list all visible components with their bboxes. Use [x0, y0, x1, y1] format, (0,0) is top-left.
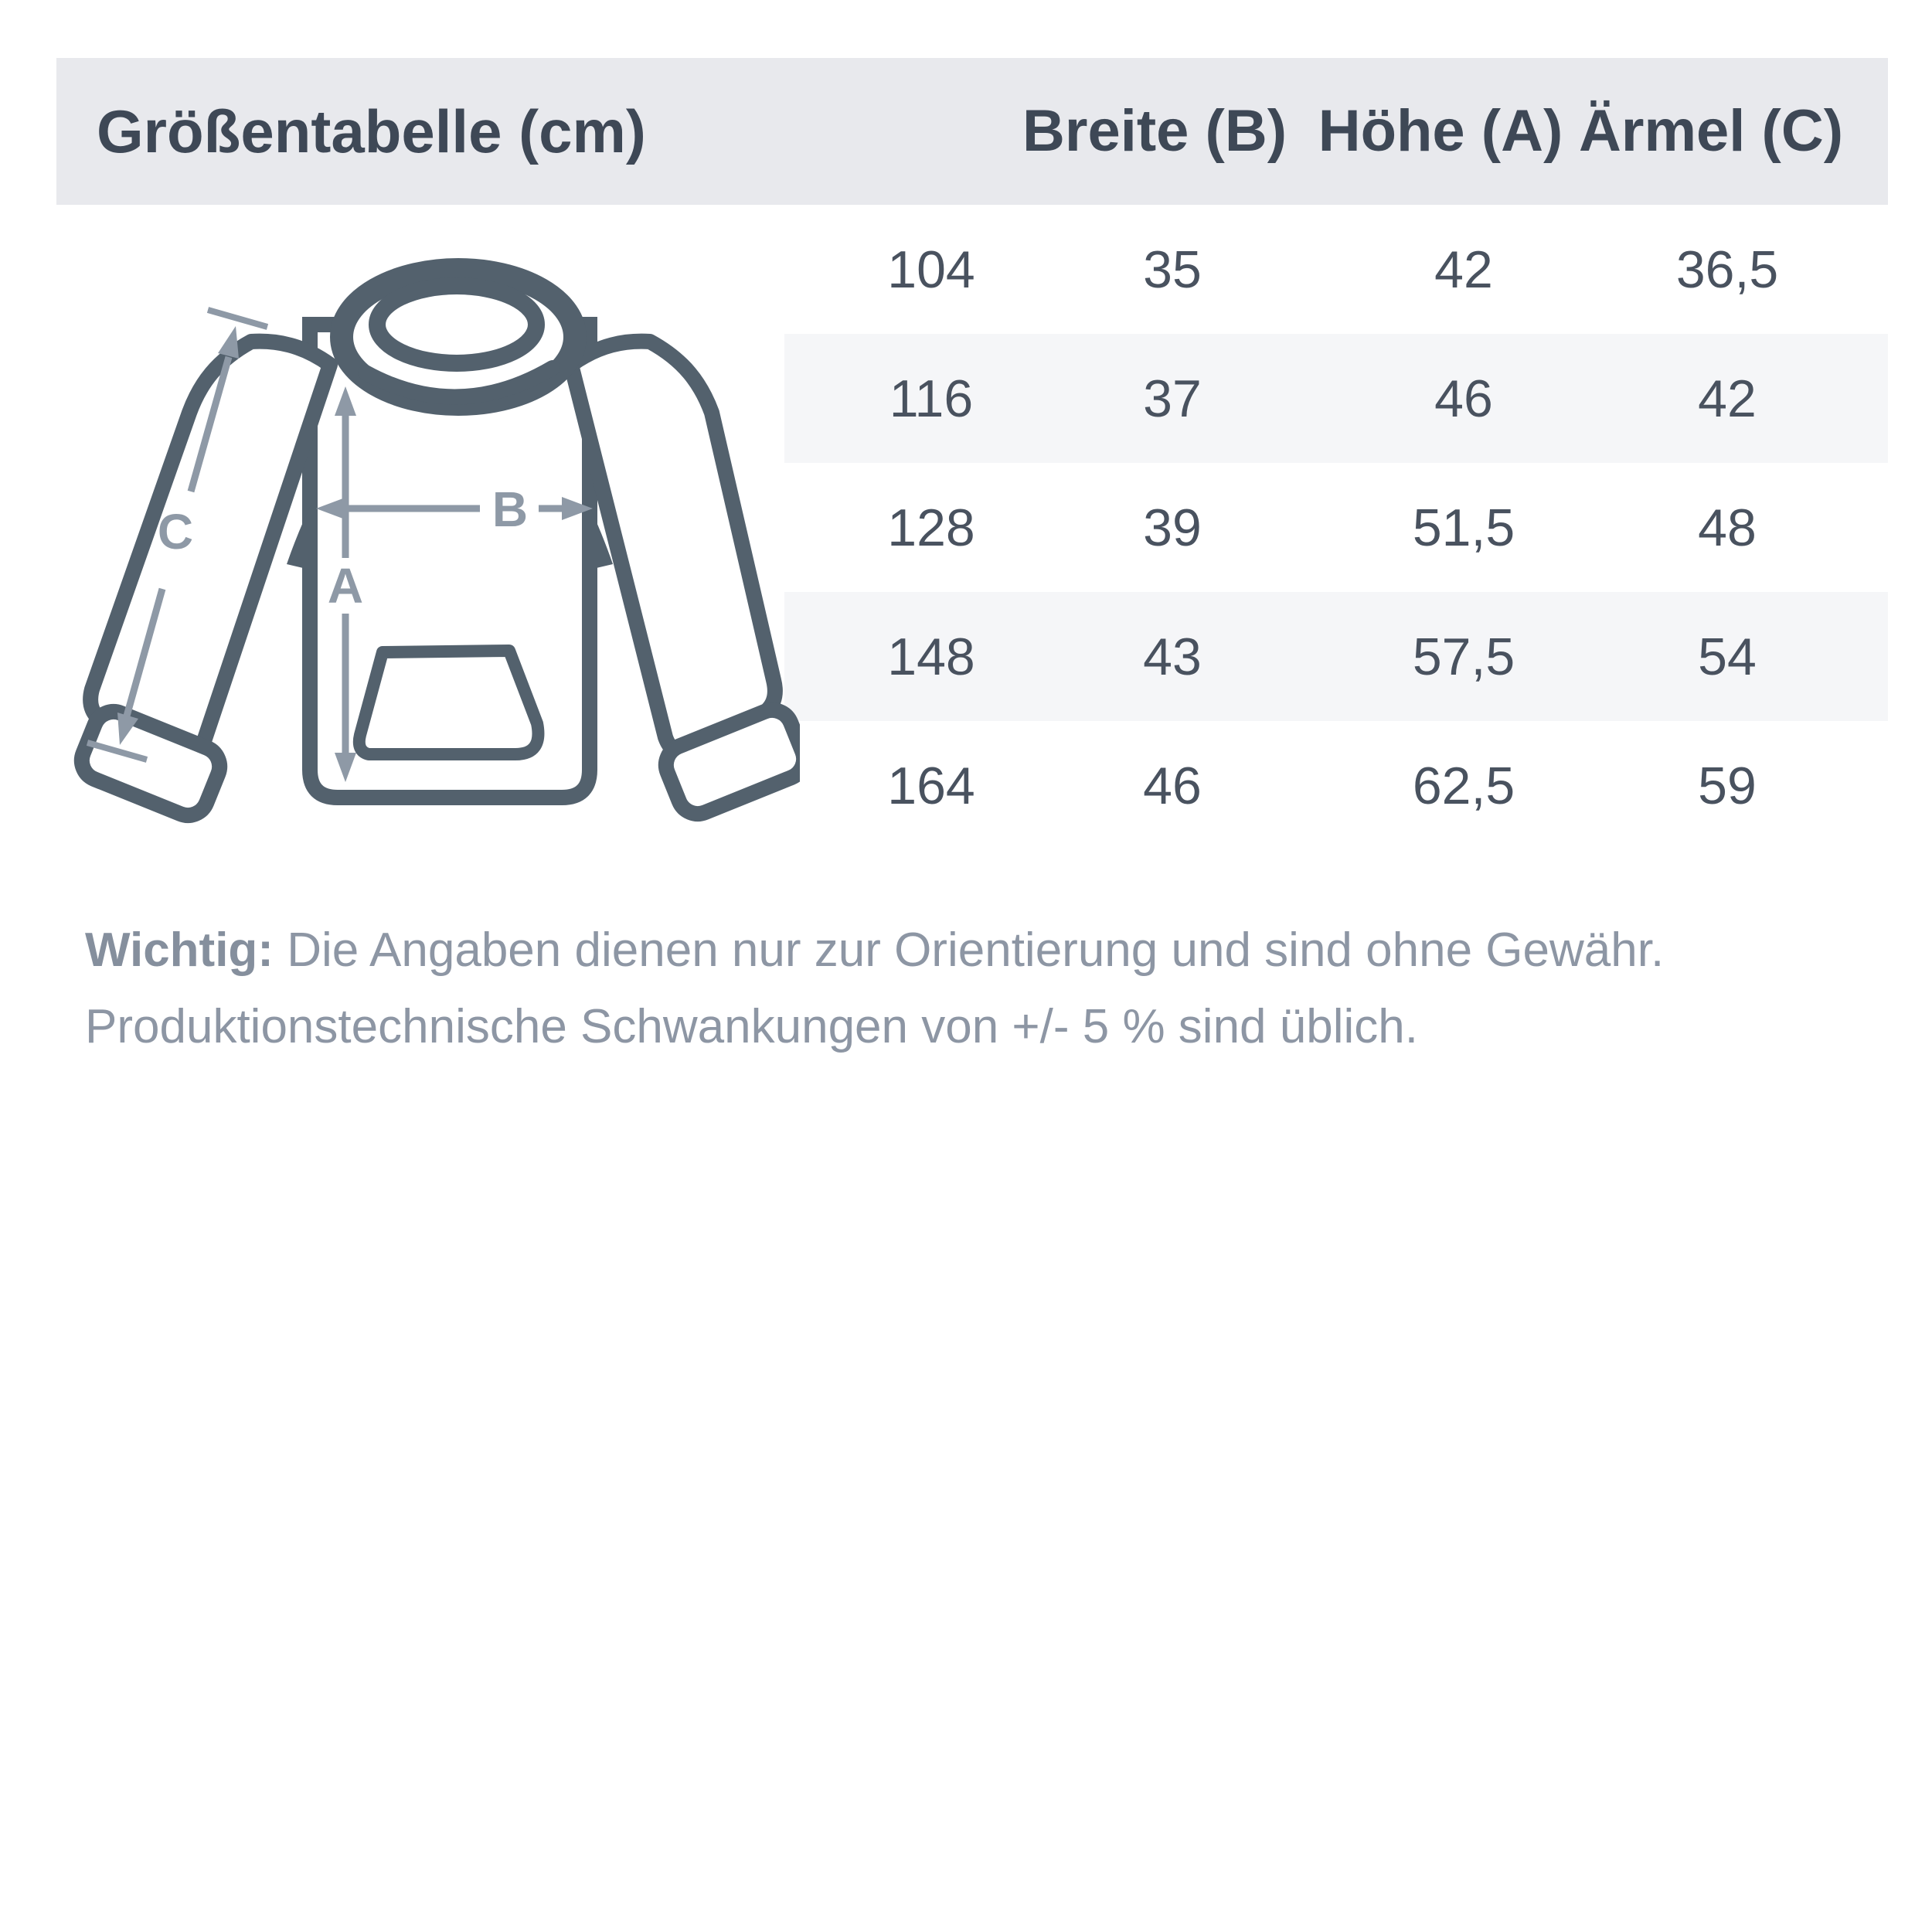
cell-aermel: 36,5 [1675, 240, 1779, 299]
disclaimer-line2: Produktionstechnische Schwankungen von +/- 5 % sind üblich. [85, 1000, 1418, 1053]
cell-hoehe: 51,5 [1412, 498, 1515, 557]
cell-size: 148 [887, 627, 975, 686]
cell-hoehe: 62,5 [1412, 756, 1515, 815]
disclaimer-line1: Die Angaben dienen nur zur Orientierung und sind ohne Gewähr. [287, 923, 1665, 977]
column-header-breite: Breite (B) [1022, 98, 1287, 164]
cell-breite: 39 [1143, 498, 1202, 557]
label-b: B [492, 481, 529, 537]
table-row [784, 721, 1888, 850]
cell-breite: 46 [1143, 756, 1202, 815]
cell-aermel: 54 [1698, 627, 1757, 686]
column-header-aermel: Ärmel (C) [1578, 98, 1844, 164]
page-title: Größentabelle (cm) [97, 97, 646, 165]
table-row [784, 592, 1888, 721]
cell-breite: 43 [1143, 627, 1202, 686]
table-header-bar [56, 58, 1888, 205]
cell-hoehe: 42 [1434, 240, 1493, 299]
table-row [784, 463, 1888, 592]
cell-aermel: 48 [1698, 498, 1757, 557]
label-c: C [157, 504, 194, 560]
table-row [784, 205, 1888, 334]
cell-breite: 35 [1143, 240, 1202, 299]
hoodie-measurement-diagram [58, 209, 800, 854]
cell-aermel: 59 [1698, 756, 1757, 815]
hoodie-icon [58, 209, 800, 854]
cell-breite: 37 [1143, 369, 1202, 428]
cell-size: 116 [889, 369, 974, 428]
label-a: A [327, 558, 364, 614]
cell-hoehe: 46 [1434, 369, 1493, 428]
cell-size: 104 [887, 240, 975, 299]
column-header-hoehe: Höhe (A) [1318, 98, 1563, 164]
cell-size: 128 [887, 498, 975, 557]
cell-size: 164 [887, 756, 975, 815]
disclaimer-note [85, 912, 1886, 1065]
disclaimer-label: Wichtig: [85, 923, 274, 977]
cell-aermel: 42 [1698, 369, 1757, 428]
cell-hoehe: 57,5 [1412, 627, 1515, 686]
table-row [784, 334, 1888, 463]
